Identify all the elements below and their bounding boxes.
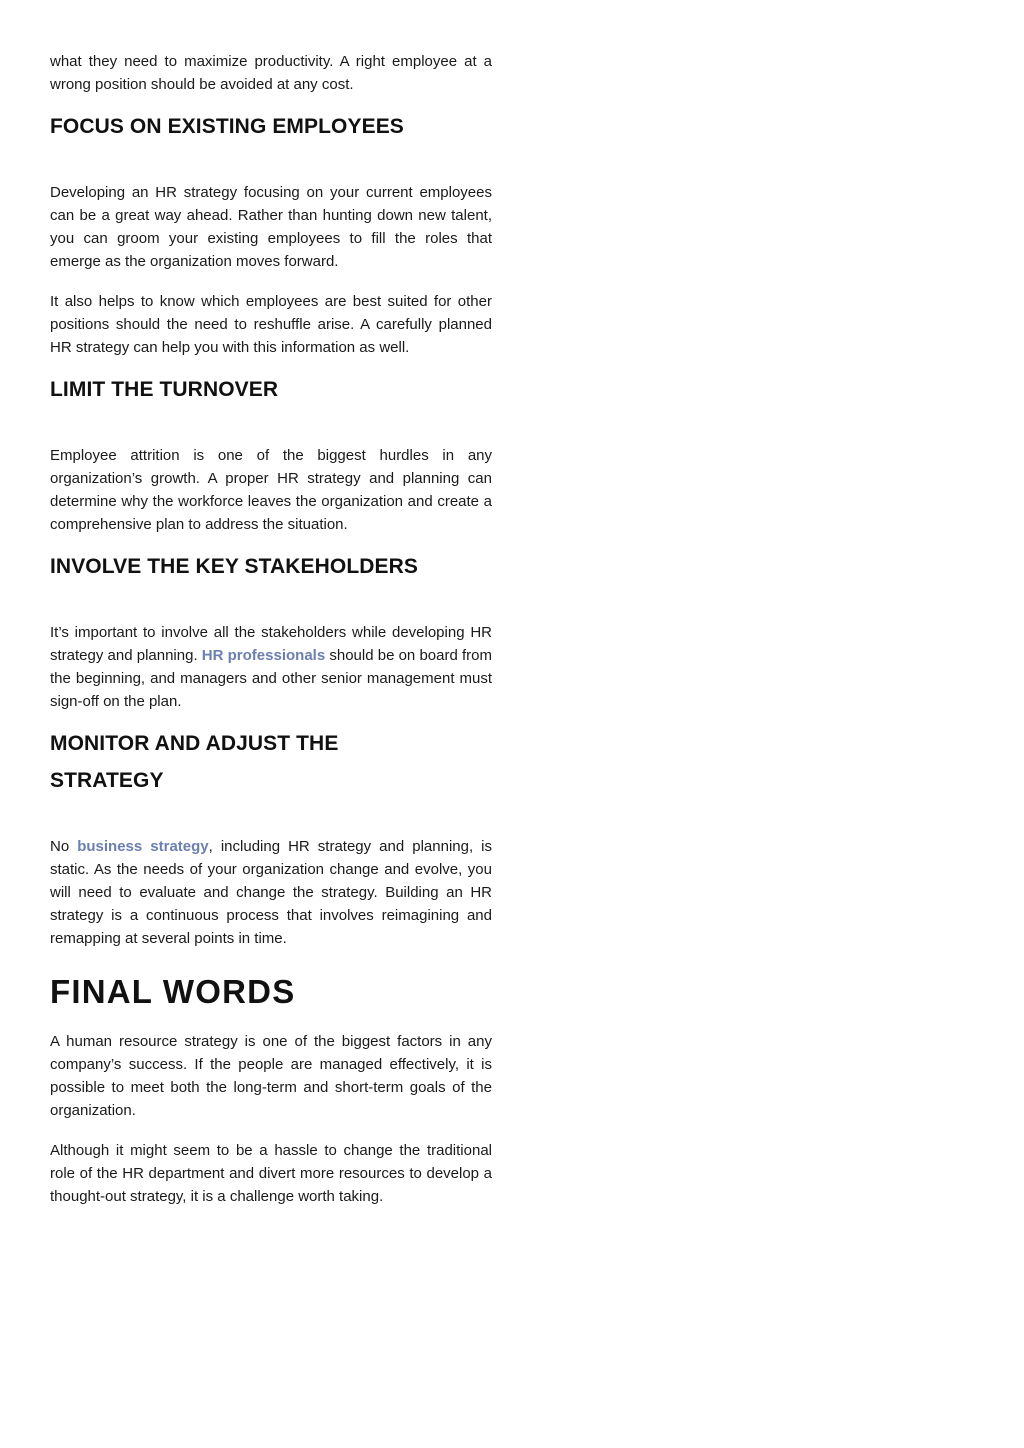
monitor-text-before: No: [50, 838, 78, 855]
turnover-paragraph-1: Employee attrition is one of the biggest hurdles in any organization’s growth. A proper HR strategy and planning can determine why the workforce leaves the organization and create a comprehensive plan to address the situation.: [50, 447, 492, 533]
stakeholders-paragraph-1: [50, 621, 492, 713]
stakeholders-text-before: It’s important to involve all the stakeholders while developing HR strategy and planning.: [50, 624, 492, 664]
article-column: [50, 50, 492, 1208]
heading-final-words: FINAL WORDS: [50, 973, 296, 1010]
heading-monitor-adjust-strategy: [50, 725, 492, 799]
heading-limit-turnover: LIMIT THE TURNOVER: [50, 378, 279, 401]
monitor-text-after: , including HR strategy and planning, is static. As the needs of your organization change and evolve, you will need to evaluate and change the strategy. Building an HR strategy is a continuous process that involves reimagining and remapping at several points in time.: [50, 838, 492, 947]
hr-professionals-link[interactable]: HR professionals: [201, 647, 326, 664]
final-paragraph-1: A human resource strategy is one of the biggest factors in any company’s success. If the people are managed effectively, it is possible to meet both the long-term and short-term goals of the organization.: [50, 1033, 492, 1119]
heading-focus-existing-employees: FOCUS ON EXISTING EMPLOYEES: [50, 115, 404, 138]
stakeholders-text-after: should be on board from the beginning, and managers and other senior management must sign-off on the plan.: [50, 647, 492, 710]
heading-involve-stakeholders: INVOLVE THE KEY STAKEHOLDERS: [50, 555, 419, 578]
focus-paragraph-1: Developing an HR strategy focusing on your current employees can be a great way ahead. Rather than hunting down new talent, you can groom your existing employees to fill the roles that emerge as the organization moves forward.: [50, 184, 492, 270]
heading-monitor-line-1: MONITOR AND ADJUST THE: [50, 732, 339, 755]
monitor-paragraph-1: [50, 835, 492, 950]
final-paragraph-2: Although it might seem to be a hassle to change the traditional role of the HR department and divert more resources to develop a thought-out strategy, it is a challenge worth taking.: [50, 1142, 492, 1205]
focus-paragraph-2: It also helps to know which employees are best suited for other positions should the need to reshuffle arise. A carefully planned HR strategy can help you with this information as well.: [50, 293, 492, 356]
heading-monitor-line-2: STRATEGY: [50, 769, 164, 792]
intro-paragraph: what they need to maximize productivity. A right employee at a wrong position should be avoided at any cost.: [50, 53, 492, 93]
business-strategy-link[interactable]: business strategy: [77, 838, 209, 855]
